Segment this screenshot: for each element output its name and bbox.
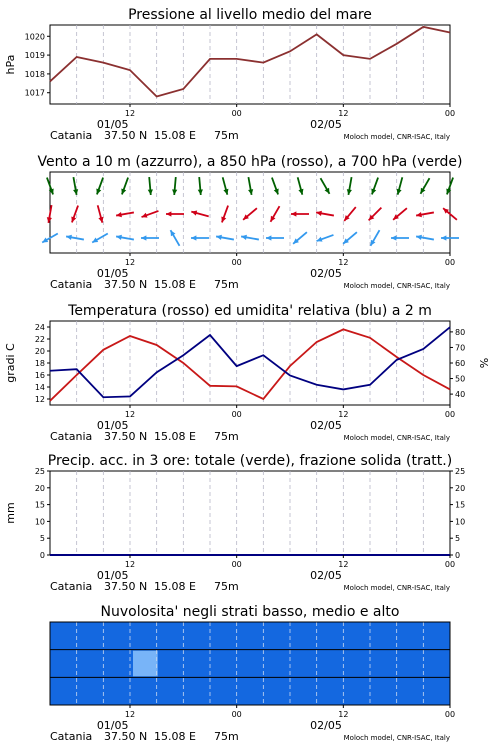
wind-arrow (92, 234, 108, 243)
y2-tick-label: 25 (455, 467, 466, 476)
x-tick-label: 00 (231, 109, 242, 118)
wind-arrow (397, 177, 403, 194)
x-tick-label: 12 (124, 410, 136, 419)
y2-tick-label: 80 (455, 327, 466, 337)
wind-arrow (198, 177, 203, 195)
wind-arrow-head (148, 189, 153, 195)
wind-arrow-head (391, 235, 396, 240)
model-credit: Moloch model, CNR-ISAC, Italy (343, 133, 450, 141)
wind-arrow (116, 235, 134, 240)
y-tick-label: 5 (39, 534, 45, 544)
wind-arrow-head (96, 188, 101, 194)
wind-arrow (241, 235, 259, 240)
panel-title: Pressione al livello medio del mare (128, 7, 372, 23)
wind-arrow (343, 232, 357, 244)
x-tick-label: 00 (231, 710, 242, 719)
model-credit: Moloch model, CNR-ISAC, Italy (343, 584, 450, 592)
y-tick-label: 14 (34, 383, 45, 392)
y-tick-label: 18 (34, 359, 45, 368)
y2-tick-label: 70 (455, 343, 466, 353)
station-lat: 37.50 N (104, 580, 148, 593)
wind-arrow (291, 211, 309, 216)
wind-arrow (293, 232, 307, 244)
wind-arrow (369, 208, 382, 221)
y-tick-label: 16 (34, 371, 45, 380)
wind-arrow (172, 177, 177, 195)
y-axis-label: hPa (4, 54, 17, 75)
y-tick-label: 22 (34, 335, 45, 344)
y-axis-label: gradi C (4, 343, 17, 383)
day-label: 02/05 (310, 419, 342, 432)
wind-arrow-head (198, 189, 203, 195)
wind-arrow (171, 230, 180, 246)
wind-arrow (116, 212, 134, 217)
day-label: 01/05 (96, 118, 129, 131)
wind-arrow (272, 178, 279, 195)
wind-arrow (416, 212, 434, 217)
station-name: Catania (50, 278, 93, 291)
wind-arrow (416, 235, 434, 240)
y-tick-label: 1017 (24, 88, 45, 98)
y-tick-label: 15 (34, 500, 45, 510)
station-name: Catania (50, 730, 93, 743)
wind-arrow (191, 211, 208, 217)
wind-arrow (98, 205, 104, 222)
y2-tick-label: 20 (455, 483, 466, 493)
wind-arrow-head (266, 235, 271, 240)
wind-arrow (316, 211, 334, 216)
plot-frame-3 (50, 471, 450, 555)
wind-arrow (216, 235, 234, 240)
y2-tick-label: 15 (455, 500, 466, 510)
y-tick-label: 24 (34, 323, 45, 332)
station-name: Catania (50, 129, 93, 142)
station-name: Catania (50, 430, 93, 443)
wind-arrow-head (291, 211, 296, 216)
wind-arrow-head (191, 235, 196, 240)
station-lat: 37.50 N (104, 278, 148, 291)
y2-tick-label: 5 (455, 534, 461, 544)
wind-arrow (271, 206, 280, 222)
station-alt: 75m (214, 580, 239, 593)
station-lat: 37.50 N (104, 129, 148, 142)
day-label: 01/05 (96, 719, 129, 732)
wind-arrow-head (121, 188, 126, 194)
y2-tick-label: 40 (455, 390, 466, 400)
wind-arrow-head (317, 237, 323, 242)
x-tick-label: 00 (444, 258, 456, 267)
station-name: Catania (50, 580, 93, 593)
x-tick-label: 12 (338, 560, 349, 569)
x-tick-label: 00 (444, 710, 456, 719)
station-lon: 15.08 E (154, 129, 196, 142)
y2-axis-label: % (478, 357, 491, 369)
y2-tick-label: 10 (455, 517, 466, 527)
wind-arrow (148, 177, 153, 195)
x-tick-label: 00 (231, 258, 242, 267)
day-label: 01/05 (96, 419, 129, 432)
wind-arrow (344, 207, 356, 221)
x-tick-label: 00 (231, 410, 242, 419)
wind-arrow (47, 205, 52, 223)
y2-tick-label: 50 (455, 374, 466, 384)
y2-tick-label: 60 (455, 359, 466, 368)
wind-arrow (371, 230, 380, 246)
wind-arrow (121, 178, 128, 195)
station-alt: 75m (214, 129, 239, 142)
wind-arrow (73, 177, 78, 195)
wind-arrow (321, 178, 330, 194)
day-label: 01/05 (96, 267, 129, 280)
y-tick-label: 12 (34, 395, 45, 404)
x-tick-label: 12 (124, 258, 136, 267)
x-tick-label: 12 (124, 710, 136, 719)
day-label: 02/05 (310, 569, 342, 582)
wind-arrow (371, 178, 378, 195)
station-lon: 15.08 E (154, 430, 196, 443)
x-tick-label: 12 (338, 710, 349, 719)
wind-arrow (223, 177, 229, 194)
panel-title: Vento a 10 m (azzurro), a 850 hPa (rosso), a 700 hPa (verde) (37, 154, 463, 170)
wind-arrow-head (71, 216, 76, 222)
wind-arrow (142, 211, 159, 218)
station-lon: 15.08 E (154, 278, 196, 291)
day-label: 02/05 (310, 719, 342, 732)
day-label: 02/05 (310, 118, 342, 131)
wind-arrow (347, 177, 352, 195)
station-alt: 75m (214, 730, 239, 743)
y-tick-label: 1018 (24, 69, 45, 79)
wind-arrow (266, 235, 284, 240)
pressure-line (50, 27, 450, 97)
wind-arrow (298, 177, 304, 194)
wind-arrow (317, 235, 334, 242)
station-lon: 15.08 E (154, 730, 196, 743)
x-tick-label: 00 (231, 560, 242, 569)
wind-arrow (421, 178, 430, 194)
station-alt: 75m (214, 430, 239, 443)
x-tick-label: 12 (338, 410, 349, 419)
station-lon: 15.08 E (154, 580, 196, 593)
wind-arrow-head (141, 235, 146, 240)
wind-arrow (221, 206, 228, 223)
wind-arrow (391, 235, 409, 240)
station-lat: 37.50 N (104, 730, 148, 743)
wind-arrow (191, 235, 209, 240)
x-tick-label: 12 (338, 109, 349, 118)
y-tick-label: 20 (34, 347, 45, 356)
wind-arrow (66, 235, 84, 240)
y-tick-label: 1020 (24, 32, 45, 42)
model-credit: Moloch model, CNR-ISAC, Italy (343, 734, 450, 742)
panel-title: Precip. acc. in 3 ore: totale (verde), frazione solida (tratt.) (47, 453, 453, 469)
wind-arrow-head (142, 213, 148, 218)
wind-arrow-head (221, 216, 226, 222)
wind-arrow-head (172, 189, 177, 195)
cloud-background (50, 622, 450, 705)
x-tick-label: 00 (444, 560, 456, 569)
y-axis-label: mm (4, 502, 17, 524)
wind-arrow (248, 177, 253, 195)
model-credit: Moloch model, CNR-ISAC, Italy (343, 434, 450, 442)
x-tick-label: 00 (444, 109, 456, 118)
wind-arrow-head (371, 188, 376, 194)
wind-arrow (393, 208, 407, 220)
x-tick-label: 12 (124, 560, 136, 569)
cloud-cell (133, 651, 158, 677)
day-label: 01/05 (96, 569, 129, 582)
day-label: 02/05 (310, 267, 342, 280)
model-credit: Moloch model, CNR-ISAC, Italy (343, 282, 450, 290)
station-alt: 75m (214, 278, 239, 291)
y-tick-label: 1019 (24, 51, 45, 61)
wind-arrow (243, 208, 257, 220)
x-tick-label: 12 (338, 258, 349, 267)
wind-arrow-head (441, 235, 446, 240)
panel-title: Nuvolosita' negli strati basso, medio e alto (100, 604, 400, 620)
y-tick-label: 10 (34, 517, 45, 527)
wind-arrow-head (274, 188, 279, 194)
y-tick-label: 20 (34, 483, 45, 493)
y-tick-label: 25 (34, 467, 45, 476)
y2-tick-label: 0 (455, 551, 461, 560)
wind-arrow (96, 178, 103, 195)
wind-arrow-head (166, 211, 171, 216)
station-lat: 37.50 N (104, 430, 148, 443)
wind-arrow (166, 211, 184, 216)
x-tick-label: 12 (124, 109, 136, 118)
x-tick-label: 00 (444, 410, 456, 419)
y-tick-label: 0 (39, 551, 45, 560)
panel-title: Temperatura (rosso) ed umidita' relativa (blu) a 2 m (68, 303, 432, 319)
humidity-line (50, 327, 450, 397)
